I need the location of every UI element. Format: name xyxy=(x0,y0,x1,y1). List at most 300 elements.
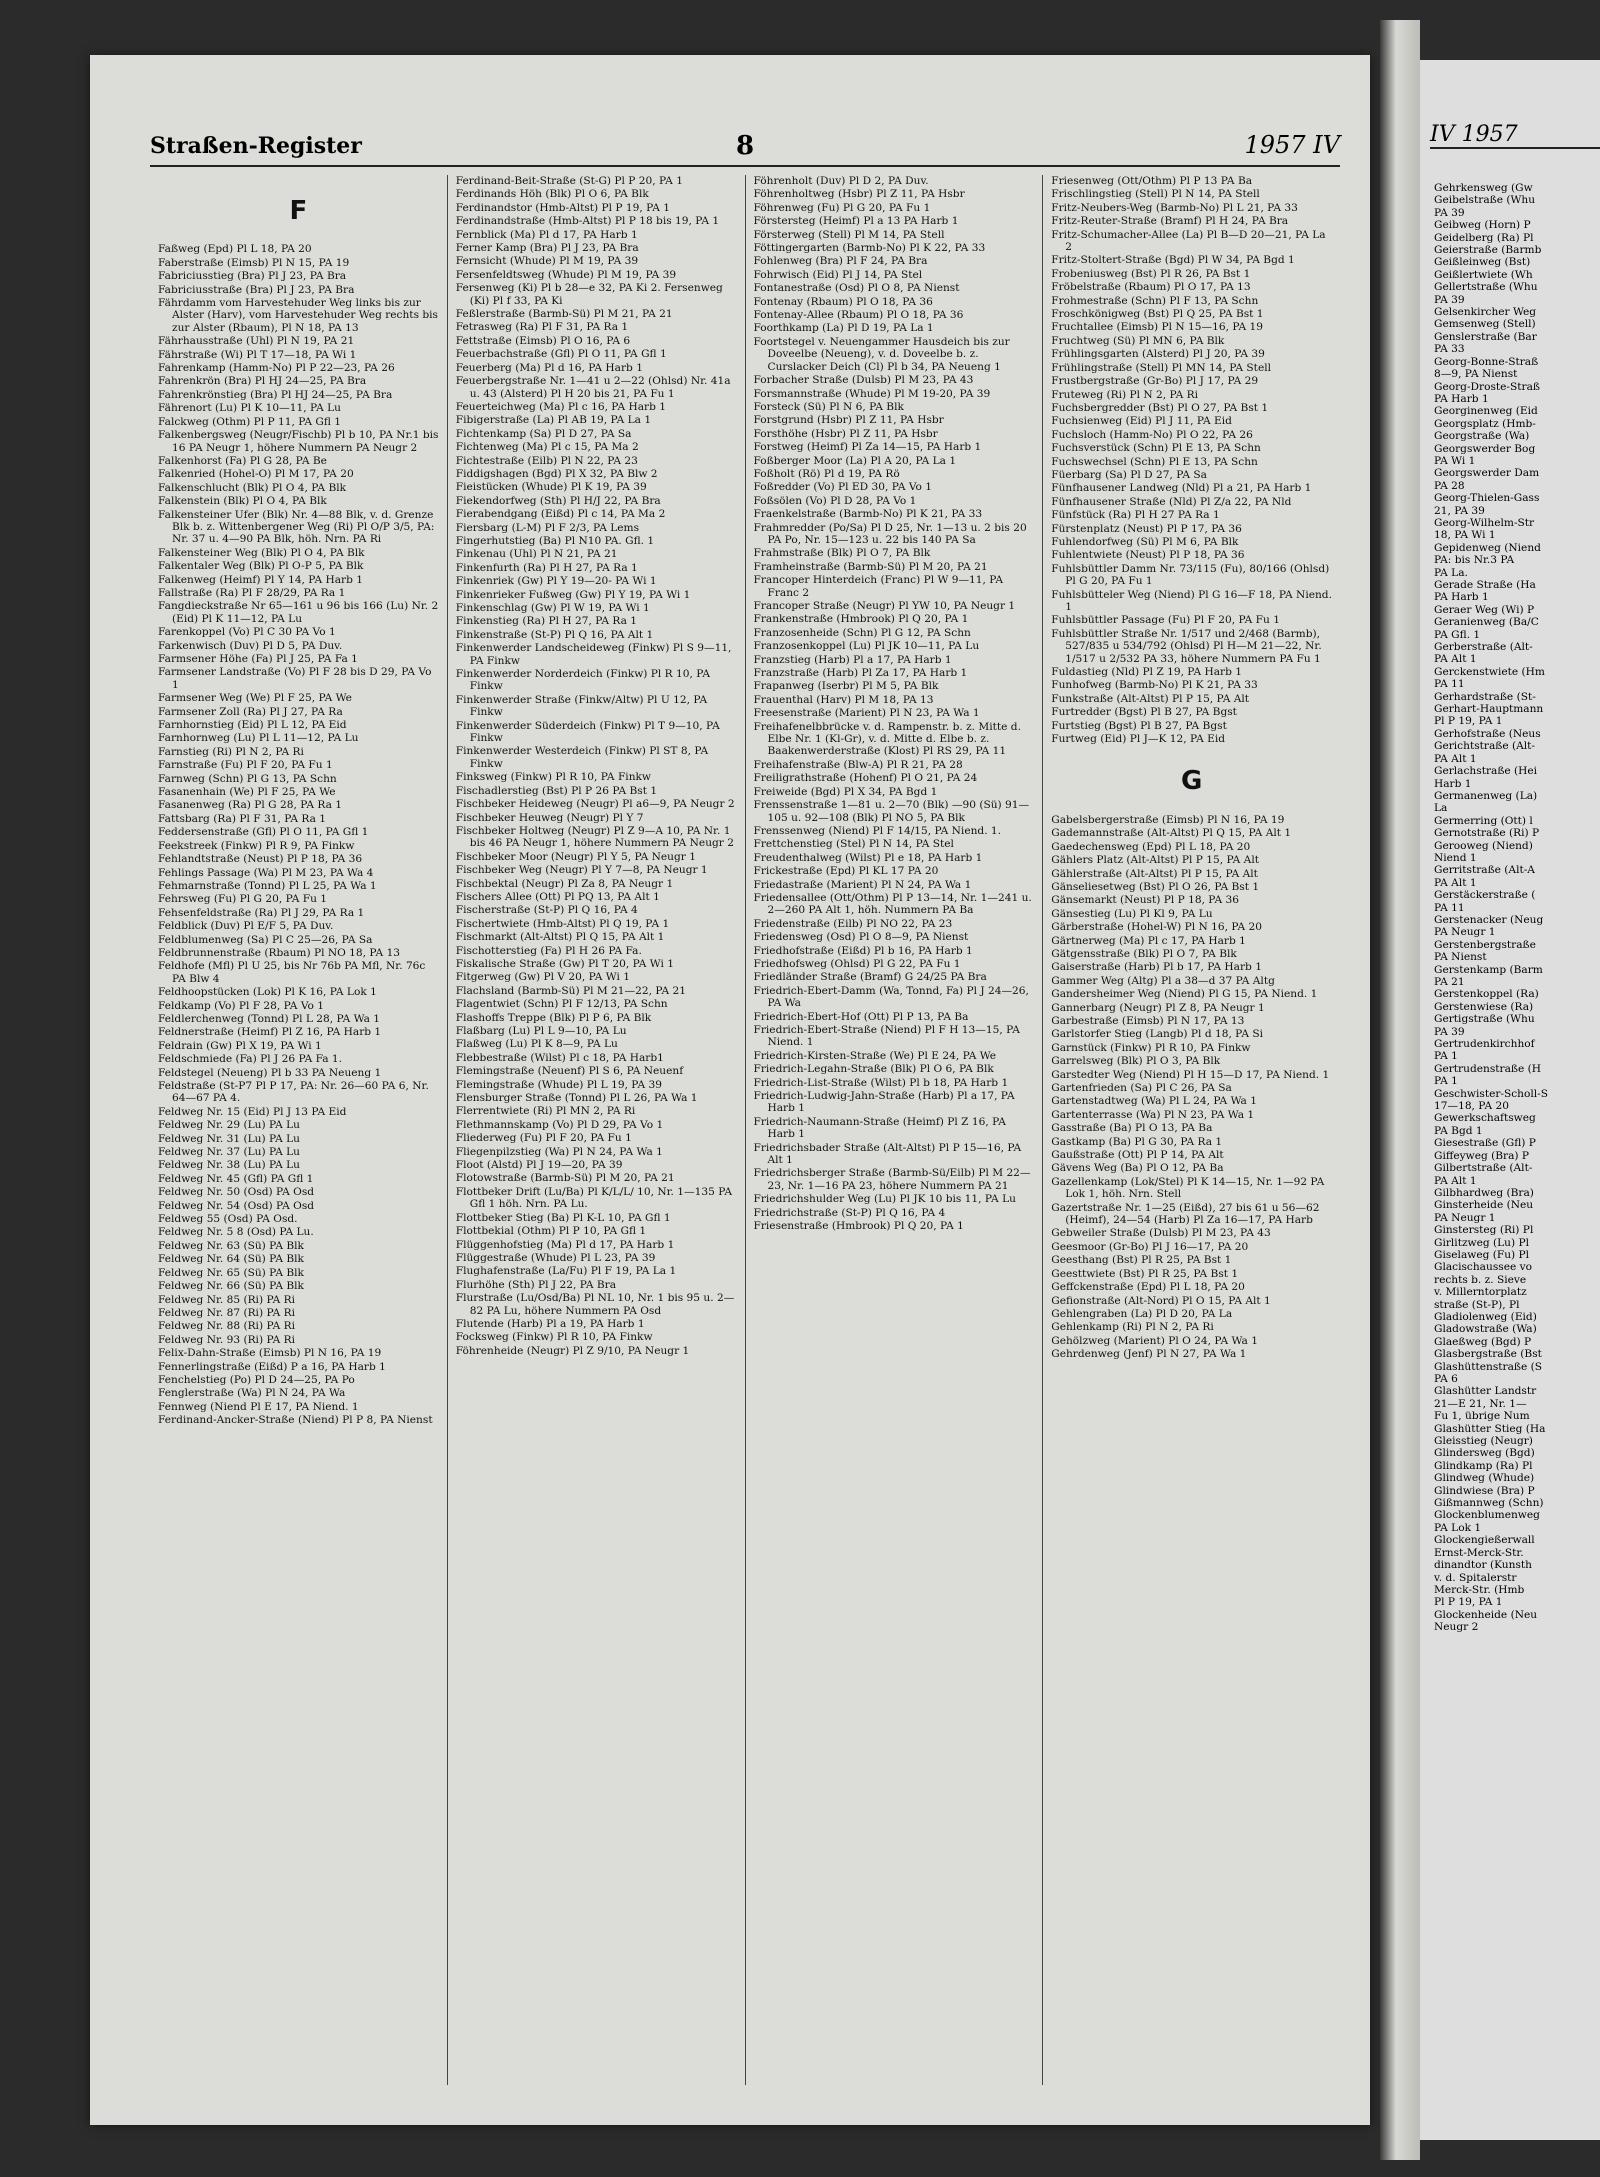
street-entry: Fingerhutstieg (Ba) Pl N10 PA. Gfl. 1 xyxy=(455,534,655,547)
adjacent-page-line: Giselaweg (Fu) Pl xyxy=(1434,1248,1530,1261)
street-entry: Francoper Straße (Neugr) Pl YW 10, PA Neugr 1 xyxy=(753,600,1016,612)
street-entry: Forstweg (Heimf) Pl Za 14—15, PA Harb 1 xyxy=(753,441,982,454)
street-entry: Friedhofstraße (Eißd) Pl b 16, PA Harb 1 xyxy=(753,944,973,957)
street-entry: Falkenschlucht (Blk) Pl O 4, PA Blk xyxy=(158,481,347,494)
column-2 xyxy=(448,175,746,2085)
street-entry: Friedrichsbader Straße (Alt-Altst) Pl P 15—16, PA Alt 1 xyxy=(753,1141,1022,1167)
street-entry: Forstgrund (Hsbr) Pl Z 11, PA Hsbr xyxy=(753,414,944,427)
street-entry: Gaedechensweg (Epd) Pl L 18, PA 20 xyxy=(1051,840,1251,853)
adjacent-page-line: 18, PA Wi 1 xyxy=(1434,529,1496,542)
street-entry: Fiskalische Straße (Gw) Pl T 20, PA Wi 1 xyxy=(455,957,674,970)
adjacent-page-line: Geißleinweg (Bst) xyxy=(1434,256,1531,269)
street-entry: Focksweg (Finkw) Pl R 10, PA Finkw xyxy=(455,1331,653,1344)
street-entry: Garlstorfer Stieg (Langb) Pl d 18, PA Si xyxy=(1051,1028,1263,1041)
street-entry: Fuhlsbüttler Damm Nr. 73/115 (Fu), 80/166 (Ohlsd) Pl G 20, PA Fu 1 xyxy=(1051,562,1330,588)
street-entry: Fahrenkamp (Hamm-No) Pl P 22—23, PA 26 xyxy=(158,362,395,375)
adjacent-page-line: Geranienweg (Ba/C xyxy=(1434,616,1539,629)
street-entry: Foßredder (Vo) Pl ED 30, PA Vo 1 xyxy=(753,481,933,494)
adjacent-page-line: PA Alt 1 xyxy=(1434,653,1477,666)
street-entry: Fitgerweg (Gw) Pl V 20, PA Wi 1 xyxy=(455,971,630,984)
street-entry: Froschkönigweg (Bst) Pl Q 25, PA Bst 1 xyxy=(1051,308,1264,321)
adjacent-page-line: PA Nienst xyxy=(1434,951,1487,964)
street-entry: Gänsemarkt (Neust) Pl P 18, PA 36 xyxy=(1051,894,1239,907)
street-entry: Fuchsloch (Hamm-No) Pl O 22, PA 26 xyxy=(1051,428,1253,441)
register-page xyxy=(90,55,1370,2125)
adjacent-page-line: 21—E 21, Nr. 1— xyxy=(1434,1397,1527,1410)
street-entry: Ferdinand-Beit-Straße (St-G) Pl P 20, PA 1 xyxy=(455,175,683,187)
street-entry: Flemingstraße (Neuenf) Pl S 6, PA Neuenf xyxy=(455,1065,684,1078)
street-entry: Fichtenweg (Ma) Pl c 15, PA Ma 2 xyxy=(455,441,639,454)
street-entry: Ferdinands Höh (Blk) Pl O 6, PA Blk xyxy=(455,188,649,201)
street-entry: Föhrenheide (Neugr) Pl Z 9/10, PA Neugr 1 xyxy=(455,1344,690,1357)
street-entry: Feldhofe (Mfl) Pl U 25, bis Nr 76b PA Mfl, Nr. 76c PA Blw 4 xyxy=(158,960,426,985)
street-entry: Flughafenstraße (La/Fu) Pl F 19, PA La 1 xyxy=(455,1265,677,1278)
street-entry: Fibigerstraße (La) Pl AB 19, PA La 1 xyxy=(455,414,652,427)
street-entry: Fuhlsbüttler Straße Nr. 1/517 und 2/468 (Barmb), 527/835 u 534/792 (Ohlsd) Pl H—M 21—22, Nr. 1/517 u 2/532 PA 33, höhere Nummern PA Fu 1 xyxy=(1051,627,1322,665)
street-entry: Feldblumenweg (Sa) Pl C 25—26, PA Sa xyxy=(158,933,373,946)
adjacent-page-line: Gladiolenweg (Eid) xyxy=(1434,1310,1537,1323)
register-title: Straßen-Register xyxy=(150,133,362,159)
street-entry: Gählerstraße (Alt-Altst) Pl P 15, PA Alt xyxy=(1051,867,1258,880)
street-entry: Geffckenstraße (Epd) Pl L 18, PA 20 xyxy=(1051,1281,1245,1294)
adjacent-page-line: PA Wi 1 xyxy=(1434,454,1476,467)
adjacent-page-line: Geschwister-Scholl-S xyxy=(1434,1087,1548,1100)
street-entry: Farmsener Zoll (Ra) Pl J 27, PA Ra xyxy=(158,705,343,718)
column-4 xyxy=(1043,175,1340,2085)
adjacent-page-line: PA 39 xyxy=(1434,293,1465,306)
street-entry: Fünfhausener Straße (Nld) Pl Z/a 22, PA Nld xyxy=(1051,495,1292,508)
street-entry: Fattsbarg (Ra) Pl F 31, PA Ra 1 xyxy=(158,812,327,825)
adjacent-page-line: Gerstenkoppel (Ra) xyxy=(1434,988,1539,1001)
street-entry: Feldweg Nr. 54 (Osd) PA Osd xyxy=(158,1199,315,1212)
adjacent-page-line: Geraer Weg (Wi) P xyxy=(1434,603,1535,616)
street-entry: Feldweg Nr. 85 (Ri) PA Ri xyxy=(158,1293,295,1306)
street-entry: Förstersteg (Heimf) Pl a 13 PA Harb 1 xyxy=(753,215,959,228)
street-entry: Falkentaler Weg (Blk) Pl O-P 5, PA Blk xyxy=(158,560,364,573)
street-entry: Feldblick (Duv) Pl E/F 5, PA Duv. xyxy=(158,920,334,933)
street-entry: Falckweg (Othm) Pl P 11, PA Gfl 1 xyxy=(158,415,342,428)
column-3 xyxy=(746,175,1044,2085)
street-entry: Fährhausstraße (Uhl) Pl N 19, PA 21 xyxy=(158,335,355,348)
street-entry: Friedrich-Naumann-Straße (Heimf) Pl Z 16, PA Harb 1 xyxy=(753,1115,1006,1141)
street-entry: Feldnerstraße (Heimf) Pl Z 16, PA Harb 1 xyxy=(158,1026,382,1039)
adjacent-page-line: Giffeyweg (Bra) P xyxy=(1434,1149,1530,1162)
street-entry: Fontanestraße (Osd) Pl O 8, PA Nienst xyxy=(753,282,960,295)
street-entry: Feldweg Nr. 45 (Gfl) PA Gfl 1 xyxy=(158,1172,314,1185)
street-entry: Flashoffs Treppe (Blk) Pl P 6, PA Blk xyxy=(455,1011,652,1024)
adjacent-page-line: Pl P 19, PA 1 xyxy=(1434,1596,1503,1609)
street-entry: Gehölzweg (Marient) Pl O 24, PA Wa 1 xyxy=(1051,1334,1258,1347)
adjacent-page-line: PA Gfl. 1 xyxy=(1434,628,1481,641)
street-entry: Farkenwisch (Duv) Pl D 5, PA Duv. xyxy=(158,639,343,652)
street-entry: Floot (Alstd) Pl J 19—20, PA 39 xyxy=(455,1159,623,1172)
street-entry: Fischerstraße (St-P) Pl Q 16, PA 4 xyxy=(455,904,638,917)
street-entry: Farnstraße (Fu) Pl F 20, PA Fu 1 xyxy=(158,759,333,772)
street-entry: Fontenay-Allee (Rbaum) Pl O 18, PA 36 xyxy=(753,309,964,322)
street-entry: Foorthkamp (La) Pl D 19, PA La 1 xyxy=(753,322,934,335)
street-entry: Fernsicht (Whude) Pl M 19, PA 39 xyxy=(455,255,639,268)
adjacent-page-line: Niend 1 xyxy=(1434,851,1477,864)
street-entry: Fennerlingstraße (Eißd) P a 16, PA Harb 1 xyxy=(158,1360,386,1373)
street-entry: Flottbekial (Othm) Pl P 10, PA Gfl 1 xyxy=(455,1225,647,1238)
street-entry: Fenglerstraße (Wa) Pl N 24, PA Wa xyxy=(158,1387,346,1400)
street-entry: Friedrichstraße (St-P) Pl Q 16, PA 4 xyxy=(753,1206,946,1219)
street-entry: Falkenhorst (Fa) Pl G 28, PA Be xyxy=(158,454,327,467)
street-entry: Flemingstraße (Whude) Pl L 19, PA 39 xyxy=(455,1078,662,1091)
adjacent-page-line: Gewerkschaftsweg xyxy=(1434,1112,1536,1125)
street-entry: Friedensallee (Ott/Othm) Pl P 13—14, Nr. 1—241 u. 2—260 PA Alt 1, höh. Nummern PA Ba xyxy=(753,891,1032,917)
adjacent-page-line: dinandtor (Kunsth xyxy=(1434,1559,1532,1572)
adjacent-page-line: PA 28 xyxy=(1434,479,1465,492)
street-entry: Feuerteichweg (Ma) Pl c 16, PA Harb 1 xyxy=(455,400,666,413)
street-entry: Finkenfurth (Ra) Pl H 27, PA Ra 1 xyxy=(455,561,638,574)
adjacent-page-header: IV 1957 xyxy=(1430,122,1600,149)
street-entry: Gählers Platz (Alt-Altst) Pl P 15, PA Alt xyxy=(1051,854,1259,867)
street-entry: Farmsener Höhe (Fa) Pl J 25, PA Fa 1 xyxy=(158,653,358,665)
street-entry: Gebweiler Straße (Dulsb) Pl M 23, PA 43 xyxy=(1051,1227,1271,1240)
street-entry: Farmsener Weg (We) Pl F 25, PA We xyxy=(158,692,352,705)
street-entry: Frettchenstieg (Stel) Pl N 14, PA Stel xyxy=(753,838,954,851)
adjacent-page-line: PA 1 xyxy=(1434,1050,1458,1063)
street-entry: Friedländer Straße (Bramf) G 24/25 PA Bra xyxy=(753,971,987,984)
street-entry: Finkenriek (Gw) Pl Y 19—20- PA Wi 1 xyxy=(455,575,657,588)
street-entry: Fuhlsbütteler Weg (Niend) Pl G 16—F 18, PA Niend. 1 xyxy=(1051,588,1332,613)
street-entry: Foßberger Moor (La) Pl A 20, PA La 1 xyxy=(753,454,957,467)
adjacent-page-line: Gerhofstraße (Neus xyxy=(1434,727,1541,740)
adjacent-page-line: Gerhart-Hauptmann xyxy=(1434,703,1544,716)
street-entry: Fischbektal (Neugr) Pl Za 8, PA Neugr 1 xyxy=(455,877,674,890)
street-entry: Fährenort (Lu) Pl K 10—11, PA Lu xyxy=(158,402,341,415)
street-entry: Feldkamp (Vo) Pl F 28, PA Vo 1 xyxy=(158,999,324,1012)
street-entry: Feldweg Nr. 5 8 (Osd) PA Lu. xyxy=(158,1226,314,1239)
adjacent-page-line: PA La. xyxy=(1434,566,1468,579)
street-entry: Fiddigshagen (Bgd) Pl X 32, PA Blw 2 xyxy=(455,467,658,480)
street-entry: Fierabendgang (Eißd) Pl c 14, PA Ma 2 xyxy=(455,508,666,521)
street-entry: Gastkamp (Ba) Pl G 30, PA Ra 1 xyxy=(1051,1135,1223,1148)
street-entry: Freiligrathstraße (Hohenf) Pl O 21, PA 24 xyxy=(753,772,978,785)
street-entry: Fritz-Reuter-Straße (Bramf) Pl H 24, PA Bra xyxy=(1051,215,1289,228)
street-entry: Falkenried (Hohel-O) Pl M 17, PA 20 xyxy=(158,468,354,481)
adjacent-page xyxy=(1420,60,1600,2140)
adjacent-page-line: Gerichtstraße (Alt- xyxy=(1434,740,1535,753)
street-entry: Feuerberg (Ma) Pl d 16, PA Harb 1 xyxy=(455,361,643,374)
adjacent-page-line: Gepidenweg (Niend xyxy=(1434,541,1541,554)
adjacent-page-line: Gemsenweg (Stell) xyxy=(1434,318,1536,331)
adjacent-page-line: Geißlertwiete (Wh xyxy=(1434,268,1533,281)
adjacent-page-line: Georg-Thielen-Gass xyxy=(1434,492,1540,505)
street-entry: Flaßweg (Lu) Pl K 8—9, PA Lu xyxy=(455,1038,618,1051)
adjacent-page-line: v. d. Spitalerstr xyxy=(1434,1571,1517,1584)
street-entry: Farnhornstieg (Eid) Pl L 12, PA Eid xyxy=(158,719,347,732)
street-entry: Gabelsbergerstraße (Eimsb) Pl N 16, PA 19 xyxy=(1051,813,1285,826)
street-entry: Fischertwiete (Hmb-Altst) Pl Q 19, PA 1 xyxy=(455,917,670,930)
street-entry: Fangdieckstraße Nr 65—161 u 96 bis 166 (Lu) Nr. 2 (Eid) Pl K 11—12, PA Lu xyxy=(158,600,439,625)
adjacent-page-line: Harb 1 xyxy=(1434,777,1472,790)
street-entry: Fohlenweg (Bra) Pl F 24, PA Bra xyxy=(753,255,928,268)
street-entry: Ferdinandstor (Hmb-Altst) Pl P 19, PA 1 xyxy=(455,201,671,214)
street-entry: Fennweg (Niend Pl E 17, PA Niend. 1 xyxy=(158,1400,359,1413)
street-entry: Feldstegel (Neueng) Pl b 33 PA Neueng 1 xyxy=(158,1066,382,1079)
adjacent-page-lines xyxy=(1420,182,1548,1634)
street-entry: Fehlings Passage (Wa) Pl M 23, PA Wa 4 xyxy=(158,866,374,879)
adjacent-page-line: Gernotstraße (Ri) P xyxy=(1434,827,1540,840)
street-entry: Franzstraße (Harb) Pl Za 17, PA Harb 1 xyxy=(753,667,968,680)
street-entry: Gademannstraße (Alt-Altst) Pl Q 15, PA Alt 1 xyxy=(1051,827,1292,840)
street-entry: Fährdamm vom Harvestehuder Weg links bis zur Alster (Harv), vom Harvestehuder Weg rechts bis zur Alster (Rbaum), Pl N 18, PA 13 xyxy=(158,297,438,334)
street-entry: Ferner Kamp (Bra) Pl J 23, PA Bra xyxy=(455,242,639,255)
street-entry: Fabriciusstieg (Bra) Pl J 23, PA Bra xyxy=(158,270,347,283)
street-entry: Friedastraße (Marient) Pl N 24, PA Wa 1 xyxy=(753,878,972,891)
street-entry: Funkstraße (Alt-Altst) Pl P 15, PA Alt xyxy=(1051,692,1250,705)
adjacent-page-line: Glasbergstraße (Bst xyxy=(1434,1348,1542,1361)
street-entry: Forsteck (Sü) Pl N 6, PA Blk xyxy=(753,400,904,413)
adjacent-page-line: Gerritstraße (Alt-A xyxy=(1434,864,1535,877)
street-entry: Fuchswechsel (Schn) Pl E 13, PA Schn xyxy=(1051,455,1258,468)
adjacent-page-line: Gleisstieg (Neugr) xyxy=(1434,1435,1533,1448)
street-entry: Gefionstraße (Alt-Nord) Pl O 15, PA Alt 1 xyxy=(1051,1294,1271,1307)
adjacent-page-line: Georgswerder Dam xyxy=(1434,467,1540,480)
street-entry: Friedrich-Legahn-Straße (Blk) Pl O 6, PA Blk xyxy=(753,1063,994,1076)
street-entry: Faberstraße (Eimsb) Pl N 15, PA 19 xyxy=(158,256,350,269)
adjacent-page-line: La xyxy=(1434,802,1448,815)
street-entry: Gänsestieg (Lu) Pl Kl 9, PA Lu xyxy=(1051,907,1213,920)
adjacent-page-line: PA: bis Nr.3 PA xyxy=(1434,554,1515,567)
street-entry: Friedensweg (Osd) Pl O 8—9, PA Nienst xyxy=(753,931,969,944)
street-entry: Fersenfeldtsweg (Whude) Pl M 19, PA 39 xyxy=(455,268,677,281)
column-1 xyxy=(150,175,448,2085)
street-entry: Fichtestraße (Eilb) Pl N 22, PA 23 xyxy=(455,454,638,467)
adjacent-page-line: Gerlachstraße (Hei xyxy=(1434,765,1538,778)
street-entry: Gätgensstraße (Blk) Pl O 7, PA Blk xyxy=(1051,947,1237,960)
adjacent-page-line: Germanenweg (La) xyxy=(1434,789,1538,802)
adjacent-page-line: Gilbhardweg (Bra) xyxy=(1434,1186,1534,1199)
adjacent-page-line: PA 39 xyxy=(1434,206,1465,219)
adjacent-page-line: Ginsterheide (Neu xyxy=(1434,1199,1534,1212)
street-entry: Gartenterrasse (Wa) Pl N 23, PA Wa 1 xyxy=(1051,1108,1255,1121)
street-entry: Fersenweg (Ki) Pl b 28—e 32, PA Ki 2. Fersenweg (Ki) Pl f 33, PA Ki xyxy=(455,282,723,307)
street-entry: Fröbelstraße (Rbaum) Pl O 17, PA 13 xyxy=(1051,281,1251,294)
street-entry: Gärberstraße (Hohel-W) Pl N 16, PA 20 xyxy=(1051,921,1263,934)
street-entry: Fischbeker Weg (Neugr) Pl Y 7—8, PA Neugr 1 xyxy=(455,864,708,877)
street-entry: Fieistücken (Whude) Pl K 19, PA 39 xyxy=(455,481,647,494)
adjacent-page-line: Germerring (Ott) l xyxy=(1434,814,1533,827)
street-entry: Fünfhausener Landweg (Nld) Pl a 21, PA Harb 1 xyxy=(1051,482,1312,495)
adjacent-page-line: Gerstenacker (Neug xyxy=(1434,913,1544,926)
street-entry: Gazertstraße Nr. 1—25 (Eißd), 27 bis 61 u 56—62 (Heimf), 24—54 (Harb) Pl Za 16—17, PA Harb xyxy=(1051,1201,1320,1227)
street-entry: Farnhornweg (Lu) Pl L 11—12, PA Lu xyxy=(158,732,359,745)
street-entry: Fischadlerstieg (Bst) Pl P 26 PA Bst 1 xyxy=(455,784,658,797)
street-entry: Frankenstraße (Hmbrook) Pl Q 20, PA 1 xyxy=(753,613,969,626)
adjacent-page-line: Georg-Droste-Straß xyxy=(1434,380,1540,393)
adjacent-page-line: PA 11 xyxy=(1434,678,1465,691)
adjacent-page-line: PA 6 xyxy=(1434,1373,1458,1385)
street-entry: Farmsener Landstraße (Vo) Pl F 28 bis D 29, PA Vo 1 xyxy=(158,666,432,691)
adjacent-page-line: Gerade Straße (Ha xyxy=(1434,579,1536,591)
street-entry: Feldweg Nr. 29 (Lu) PA Lu xyxy=(158,1119,300,1132)
year-volume: 1957 IV xyxy=(1244,131,1340,159)
street-entry: Flottbeker Drift (Lu/Ba) Pl K/L/L/ 10, Nr. 1—135 PA Gfl 1 höh. Nrn. PA Lu. xyxy=(455,1185,732,1211)
section-letter-g: G xyxy=(1180,766,1203,797)
adjacent-page-line: Gerstenbergstraße xyxy=(1434,938,1536,951)
adjacent-page-line: Ginstersteg (Ri) Pl xyxy=(1434,1224,1534,1237)
adjacent-page-line: Gilbertstraße (Alt- xyxy=(1434,1162,1533,1175)
adjacent-page-line: Pl P 19, PA 1 xyxy=(1434,715,1503,728)
street-entry: Felix-Dahn-Straße (Eimsb) Pl N 16, PA 19 xyxy=(158,1347,382,1360)
street-entry: Friedrich-Ebert-Straße (Niend) Pl F H 13—15, PA Niend. 1 xyxy=(753,1024,1020,1049)
street-entry: Frauenthal (Harv) Pl M 18, PA 13 xyxy=(753,693,934,706)
adjacent-page-line: Glindkamp (Ra) Pl xyxy=(1434,1459,1533,1472)
adjacent-page-line: PA Bgd 1 xyxy=(1434,1124,1483,1137)
street-entry: Fischbeker Heideweg (Neugr) Pl a6—9, PA Neugr 2 xyxy=(455,798,735,811)
adjacent-page-line: Georg-Bonne-Straß xyxy=(1434,355,1539,368)
street-entry: Feldweg 55 (Osd) PA Osd. xyxy=(158,1213,298,1226)
adjacent-page-line: Gertigstraße (Whu xyxy=(1434,1013,1535,1026)
street-entry: Flagentwiet (Schn) Pl F 12/13, PA Schn xyxy=(455,998,668,1011)
street-entry: Feldweg Nr. 15 (Eid) Pl J 13 PA Eid xyxy=(158,1105,347,1118)
street-entry: Fahrenkrön (Bra) Pl HJ 24—25, PA Bra xyxy=(158,375,367,388)
street-entry: Ferdinand-Ancker-Straße (Niend) Pl P 8, PA Nienst xyxy=(158,1414,433,1427)
street-entry: Fahrenkrönstieg (Bra) Pl HJ 24—25, PA Bra xyxy=(158,388,393,401)
adjacent-page-line: Glashütter Landstr xyxy=(1434,1385,1537,1398)
street-entry: Fenchelstieg (Po) Pl D 24—25, PA Po xyxy=(158,1373,355,1386)
street-entry: Fettstraße (Eimsb) Pl O 16, PA 6 xyxy=(455,334,631,347)
street-entry: Feldweg Nr. 64 (Sü) PA Blk xyxy=(158,1253,304,1266)
adjacent-page-line: Gißmannweg (Schn) xyxy=(1434,1497,1544,1510)
street-entry: Falkenbergsweg (Neugr/Fischb) Pl b 10, PA Nr.1 bis 16 PA Neugr 1, höhere Nummern PA Neugr 2 xyxy=(158,429,439,454)
street-entry: Flebbestraße (Wilst) Pl c 18, PA Harb1 xyxy=(455,1051,664,1064)
adjacent-page-line: Glockenheide (Neu xyxy=(1434,1608,1538,1621)
street-entry: Friedhofsweg (Ohlsd) Pl G 22, PA Fu 1 xyxy=(753,957,961,970)
street-entry: Garnstück (Finkw) Pl R 10, PA Finkw xyxy=(1051,1041,1251,1054)
street-entry: Freihafenstraße (Blw-A) Pl R 21, PA 28 xyxy=(753,758,963,771)
adjacent-page-line: Georgstraße (Wa) xyxy=(1434,430,1530,443)
street-entry: Fichtenkamp (Sa) Pl D 27, PA Sa xyxy=(455,427,632,440)
street-entry: Flüggestraße (Whude) Pl L 23, PA 39 xyxy=(455,1251,656,1264)
adjacent-page-line: Glockengießerwall xyxy=(1434,1534,1535,1547)
street-entry: Gannerbarg (Neugr) Pl Z 8, PA Neugr 1 xyxy=(1051,1001,1265,1014)
street-entry: Freudenthalweg (Wilst) Pl e 18, PA Harb 1 xyxy=(753,851,983,864)
street-entry: Feldweg Nr. 93 (Ri) PA Ri xyxy=(158,1333,295,1346)
street-entry: Fasanenhain (We) Pl F 25, PA We xyxy=(158,786,336,799)
adjacent-page-line: Gerstenwiese (Ra) xyxy=(1434,1000,1534,1013)
street-entry: Garbestraße (Eimsb) Pl N 17, PA 13 xyxy=(1051,1014,1245,1027)
street-entry: Fuhlentwiete (Neust) Pl P 18, PA 36 xyxy=(1051,549,1245,562)
street-entry: Gartenfrieden (Sa) Pl C 26, PA Sa xyxy=(1051,1082,1232,1094)
adjacent-page-line: PA 11 xyxy=(1434,901,1465,914)
street-entry: Framheinstraße (Barmb-Sü) Pl M 20, PA 21 xyxy=(753,560,988,573)
street-entry: Fuldastieg (Nld) Pl Z 19, PA Harb 1 xyxy=(1051,666,1242,679)
street-entry: Gaiserstraße (Harb) Pl b 17, PA Harb 1 xyxy=(1051,961,1262,974)
street-entry: Farnstieg (Ri) Pl N 2, PA Ri xyxy=(158,745,304,758)
street-entry: Gasstraße (Ba) Pl O 13, PA Ba xyxy=(1051,1122,1213,1135)
street-entry: Feldweg Nr. 31 (Lu) PA Lu xyxy=(158,1132,300,1145)
street-entry: Fehmarnstraße (Tonnd) Pl L 25, PA Wa 1 xyxy=(158,879,377,892)
street-entry: Geesttwiete (Bst) Pl R 25, PA Bst 1 xyxy=(1051,1267,1239,1280)
street-entry: Finksweg (Finkw) Pl R 10, PA Finkw xyxy=(455,771,651,784)
adjacent-page-line: Ernst-Merck-Str. xyxy=(1434,1546,1524,1559)
street-entry: Finkenrieker Fußweg (Gw) Pl Y 19, PA Wi 1 xyxy=(455,588,691,601)
street-entry: Fischotterstieg (Fa) Pl H 26 PA Fa. xyxy=(455,944,642,957)
street-entry: Friedrichshulder Weg (Lu) Pl JK 10 bis 11, PA Lu xyxy=(753,1193,1016,1206)
adjacent-page-line: PA Neugr 1 xyxy=(1434,1211,1496,1224)
street-entry: Gaußstraße (Ott) Pl P 14, PA Alt xyxy=(1051,1149,1224,1162)
street-entry: Flerrentwiete (Ri) Pl MN 2, PA Ri xyxy=(455,1105,636,1118)
street-entry: Gazellenkamp (Lok/Stel) Pl K 14—15, Nr. 1—92 PA Lok 1, höh. Nrn. Stell xyxy=(1051,1175,1325,1201)
street-entry: Farnweg (Schn) Pl G 13, PA Schn xyxy=(158,772,337,785)
adjacent-page-line: Glindweg (Whude) xyxy=(1434,1472,1535,1485)
street-entry: Feuerbachstraße (Gfl) Pl O 11, PA Gfl 1 xyxy=(455,348,667,361)
street-entry: Fritz-Neubers-Weg (Barmb-No) Pl L 21, PA 33 xyxy=(1051,201,1298,214)
street-entry: Gänseliesetweg (Bst) Pl O 26, PA Bst 1 xyxy=(1051,880,1260,893)
adjacent-page-line: PA Lok 1 xyxy=(1434,1521,1482,1534)
street-entry: Gävens Weg (Ba) Pl O 12, PA Ba xyxy=(1051,1162,1224,1175)
adjacent-page-line: Gellertstraße (Whu xyxy=(1434,281,1538,294)
street-entry: Francoper Hinterdeich (Franc) Pl W 9—11, PA Franc 2 xyxy=(753,574,1004,599)
street-entry: Föhrenweg (Fu) Pl G 20, PA Fu 1 xyxy=(753,201,931,214)
adjacent-page-line: Neugr 2 xyxy=(1434,1621,1479,1634)
street-entry: Flensburger Straße (Tonnd) Pl L 26, PA Wa 1 xyxy=(455,1092,698,1105)
street-entry: Flotowstraße (Barmb-Sü) Pl M 20, PA 21 xyxy=(455,1172,675,1185)
street-entry: Finkenschlag (Gw) Pl W 19, PA Wi 1 xyxy=(455,602,650,614)
street-entry: Fabriciusstraße (Bra) Pl J 23, PA Bra xyxy=(158,283,355,296)
street-entry: Fasanenweg (Ra) Pl G 28, PA Ra 1 xyxy=(158,799,343,812)
adjacent-page-line: PA Alt 1 xyxy=(1434,1174,1477,1187)
adjacent-page-line: Glindersweg (Bgd) xyxy=(1434,1447,1535,1460)
adjacent-page-line: Glaeßweg (Bgd) P xyxy=(1434,1335,1532,1348)
street-entry: Friedrich-Ludwig-Jahn-Straße (Harb) Pl a 17, PA Harb 1 xyxy=(753,1090,1015,1115)
adjacent-page-line: Fu 1, übrige Num xyxy=(1434,1410,1530,1423)
street-entry: Gehlengraben (La) Pl D 20, PA La xyxy=(1051,1307,1233,1320)
street-entry: Freihafenelbbrücke v. d. Rampenstr. b. z. Mitte d. Elbe Nr. 1 (Kl-Gr), v. d. Mitte d. Elbe b. z. Baakenwerderstraße (Klost) Pl RS 29, PA 11 xyxy=(753,720,1021,758)
street-entry: Furtstieg (Bgst) Pl B 27, PA Bgst xyxy=(1051,719,1227,732)
street-entry: Feldweg Nr. 88 (Ri) PA Ri xyxy=(158,1320,295,1333)
street-entry: Fischers Allee (Ott) Pl PQ 13, PA Alt 1 xyxy=(455,890,660,903)
street-entry: Frobeniusweg (Bst) Pl R 26, PA Bst 1 xyxy=(1051,267,1251,280)
street-entry: Föhrenholtweg (Hsbr) Pl Z 11, PA Hsbr xyxy=(753,188,965,201)
adjacent-page-line: PA Harb 1 xyxy=(1434,392,1489,405)
street-entry: Fliederweg (Fu) Pl F 20, PA Fu 1 xyxy=(455,1132,632,1145)
section-letter-f: F xyxy=(289,196,308,226)
street-entry: Frahmstraße (Blk) Pl O 7, PA Blk xyxy=(753,547,931,560)
street-entry: Fünfstück (Ra) Pl H 27 PA Ra 1 xyxy=(1051,509,1220,522)
adjacent-page-line: PA 21 xyxy=(1434,976,1465,988)
street-entry: Feldhoopstücken (Lok) Pl K 16, PA Lok 1 xyxy=(158,986,377,999)
street-entry: Faßweg (Epd) Pl L 18, PA 20 xyxy=(158,243,312,256)
street-entry: Finkenwerder Norderdeich (Finkw) Pl R 10, PA Finkw xyxy=(455,668,711,693)
street-entry: Falkensteiner Weg (Blk) Pl O 4, PA Blk xyxy=(158,546,365,559)
street-entry: Feldweg Nr. 37 (Lu) PA Lu xyxy=(158,1146,300,1159)
street-entry: Fuhlsbüttler Passage (Fu) Pl F 20, PA Fu 1 xyxy=(1051,614,1280,627)
adjacent-page-line: Georgsplatz (Hmb- xyxy=(1434,417,1536,430)
street-entry: Franzosenkoppel (Lu) Pl JK 10—11, PA Lu xyxy=(753,640,980,653)
street-entry: Fehrsweg (Fu) Pl G 20, PA Fu 1 xyxy=(158,893,328,906)
street-entry: Finkenwerder Westerdeich (Finkw) Pl ST 8, PA Finkw xyxy=(455,745,709,770)
book-spine xyxy=(1380,20,1420,2160)
adjacent-page-line: PA 33 xyxy=(1434,343,1465,356)
adjacent-page-line: Gehrkensweg (Gw xyxy=(1434,182,1533,194)
street-entry: Friedrich-List-Straße (Wilst) Pl b 18, PA Harb 1 xyxy=(753,1076,1009,1089)
adjacent-page-line: PA Alt 1 xyxy=(1434,752,1477,765)
street-entry: Fruteweg (Ri) Pl N 2, PA Ri xyxy=(1051,388,1199,401)
adjacent-page-line: Georginenweg (Eid xyxy=(1434,405,1538,418)
adjacent-page-line: Gerstäckerstraße ( xyxy=(1434,889,1536,902)
adjacent-page-line: Glashüttenstraße (S xyxy=(1434,1360,1543,1373)
street-columns xyxy=(150,175,1340,2085)
adjacent-page-line: PA 1 xyxy=(1434,1075,1458,1088)
street-entry: Friesenstraße (Hmbrook) Pl Q 20, PA 1 xyxy=(753,1220,964,1233)
adjacent-page-line: Gerberstraße (Alt- xyxy=(1434,641,1533,654)
street-entry: Frahmredder (Po/Sa) Pl D 25, Nr. 1—13 u. 2 bis 20 PA Po, Nr. 15—123 u. 22 bis 140 PA Sa xyxy=(753,521,1027,546)
